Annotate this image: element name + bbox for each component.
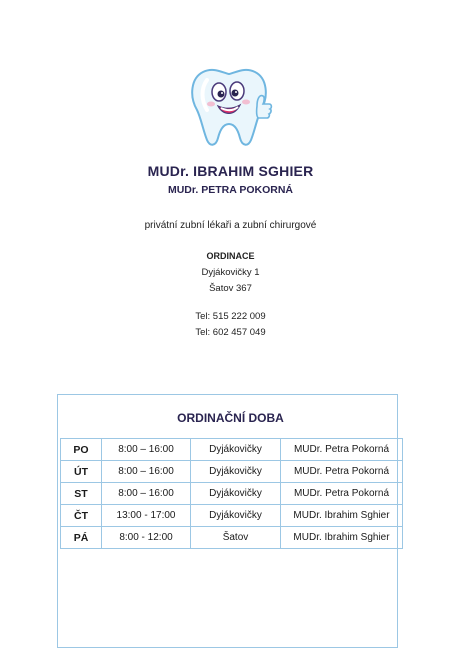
time-cell: 8:00 – 16:00 [102,483,191,505]
tooth-mascot-icon [183,60,278,150]
doctor-cell: MUDr. Ibrahim Sghier [281,505,403,527]
time-cell: 8:00 - 12:00 [102,527,191,549]
place-cell: Dyjákovičky [191,439,281,461]
place-cell: Dyjákovičky [191,461,281,483]
table-row [61,439,403,461]
doctor-secondary-name: MUDr. PETRA POKORNÁ [167,184,294,196]
phone-number-1: Tel: 515 222 009 [195,311,266,322]
doctor-cell: MUDr. Petra Pokorná [281,461,403,483]
time-cell: 8:00 – 16:00 [102,439,191,461]
doctor-cell: MUDr. Ibrahim Sghier [281,527,403,549]
day-cell: ČT [61,505,102,527]
place-cell: Dyjákovičky [191,483,281,505]
doctor-cell: MUDr. Petra Pokorná [281,439,403,461]
doctor-primary-name: MUDr. IBRAHIM SGHIER [147,163,314,179]
table-row [61,505,403,527]
place-cell: Šatov [191,527,281,549]
table-row [61,527,403,549]
day-cell: ÚT [61,461,102,483]
day-cell: PO [61,439,102,461]
opening-hours-title: ORDINAČNÍ DOBA [177,411,284,425]
phone-number-2: Tel: 602 457 049 [195,327,266,338]
office-heading: ORDINACE [206,251,255,261]
doctor-cell: MUDr. Petra Pokorná [281,483,403,505]
office-town: Šatov 367 [209,283,252,294]
office-street: Dyjákovičky 1 [201,267,260,278]
table-row [61,483,403,505]
time-cell: 8:00 – 16:00 [102,461,191,483]
time-cell: 13:00 - 17:00 [102,505,191,527]
opening-hours-table [60,438,403,549]
day-cell: ST [61,483,102,505]
tagline: privátní zubní lékaři a zubní chirurgové [144,220,317,231]
table-row [61,461,403,483]
place-cell: Dyjákovičky [191,505,281,527]
day-cell: PÁ [61,527,102,549]
